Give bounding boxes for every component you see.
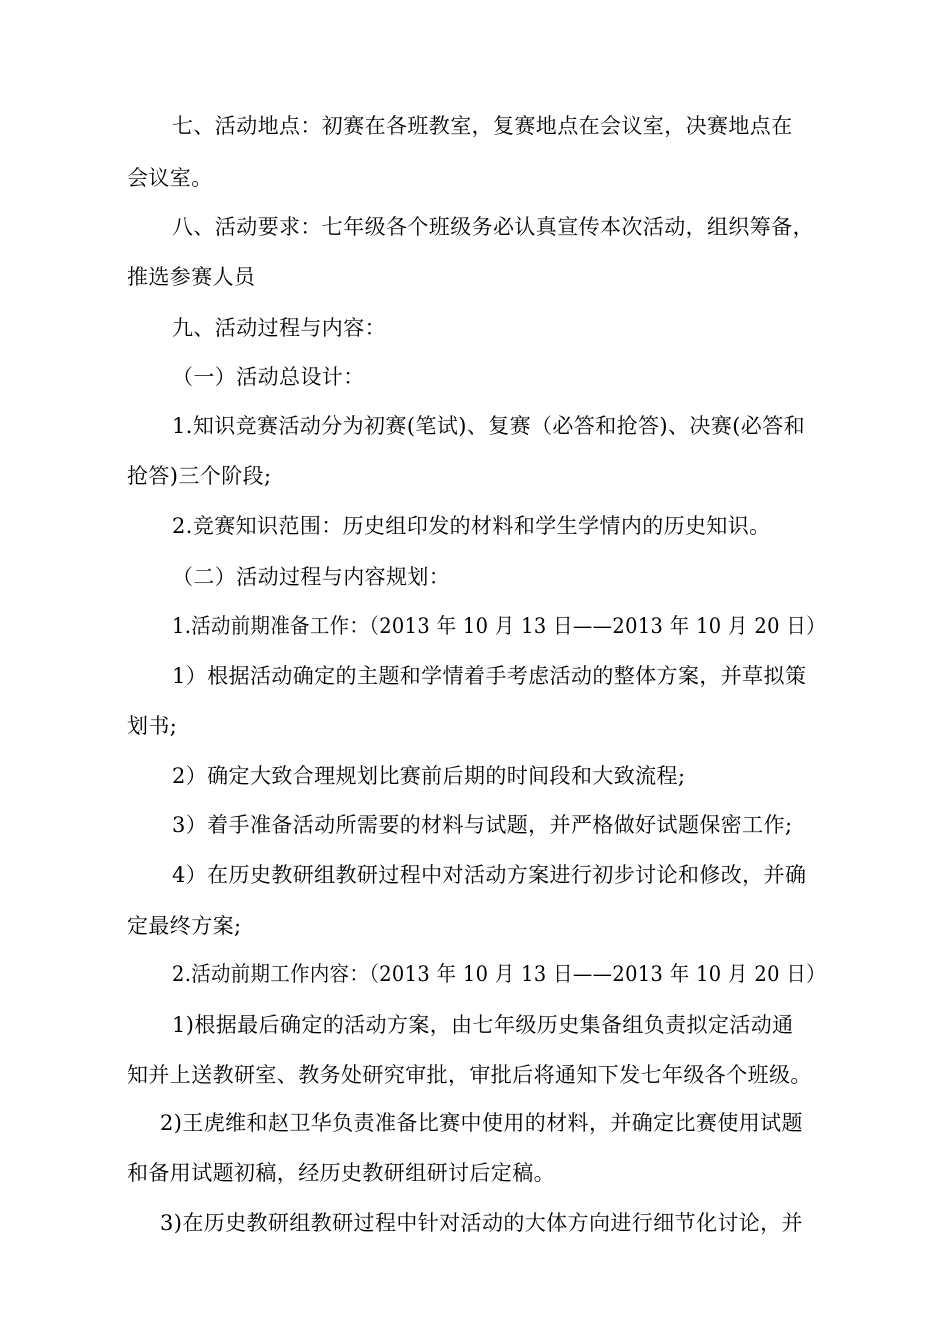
paragraph-line: 八、活动要求：七年级各个班级务必认真宣传本次活动，组织筹备， (172, 215, 814, 239)
paragraph-line: 1.活动前期准备工作：（2013 年 10 月 13 日——2013 年 10 月 20 日） (172, 614, 826, 638)
paragraph-line: 和备用试题初稿，经历史教研组研讨后定稿。 (127, 1161, 555, 1185)
paragraph-line: 3)在历史教研组教研过程中针对活动的大体方向进行细节化讨论，并 (160, 1211, 803, 1235)
paragraph-line: 1.知识竞赛活动分为初赛(笔试)、复赛（必答和抢答)、决赛(必答和 (172, 414, 806, 438)
paragraph-line: （二）活动过程与内容规划： (172, 565, 451, 589)
paragraph-line: 七、活动地点：初赛在各班教室，复赛地点在会议室，决赛地点在 (172, 114, 793, 138)
paragraph-line: 2.活动前期工作内容：（2013 年 10 月 13 日——2013 年 10 月 20 日） (172, 962, 826, 986)
paragraph-line: 划书; (127, 714, 178, 738)
paragraph-line: 知并上送教研室、教务处研究审批，审批后将通知下发七年级各个班级。 (127, 1063, 812, 1087)
paragraph-line: 1）根据活动确定的主题和学情着手考虑活动的整体方案，并草拟策 (172, 664, 807, 688)
paragraph-line: 九、活动过程与内容： (172, 316, 386, 340)
paragraph-line: 抢答)三个阶段; (127, 464, 272, 488)
paragraph-line: （一）活动总设计： (172, 365, 365, 389)
paragraph-line: 推选参赛人员 (127, 265, 256, 289)
paragraph-line: 2）确定大致合理规划比赛前后期的时间段和大致流程; (172, 764, 686, 788)
paragraph-line: 2.竞赛知识范围：历史组印发的材料和学生学情内的历史知识。 (172, 514, 771, 538)
paragraph-line: 2)王虎维和赵卫华负责准备比赛中使用的材料，并确定比赛使用试题 (160, 1111, 803, 1135)
paragraph-line: 3）着手准备活动所需要的材料与试题，并严格做好试题保密工作; (172, 813, 793, 837)
paragraph-line: 4）在历史教研组教研过程中对活动方案进行初步讨论和修改，并确 (172, 863, 807, 887)
paragraph-line: 会议室。 (127, 166, 213, 190)
paragraph-line: 定最终方案; (127, 914, 242, 938)
paragraph-line: 1)根据最后确定的活动方案，由七年级历史集备组负责拟定活动通 (172, 1013, 794, 1037)
